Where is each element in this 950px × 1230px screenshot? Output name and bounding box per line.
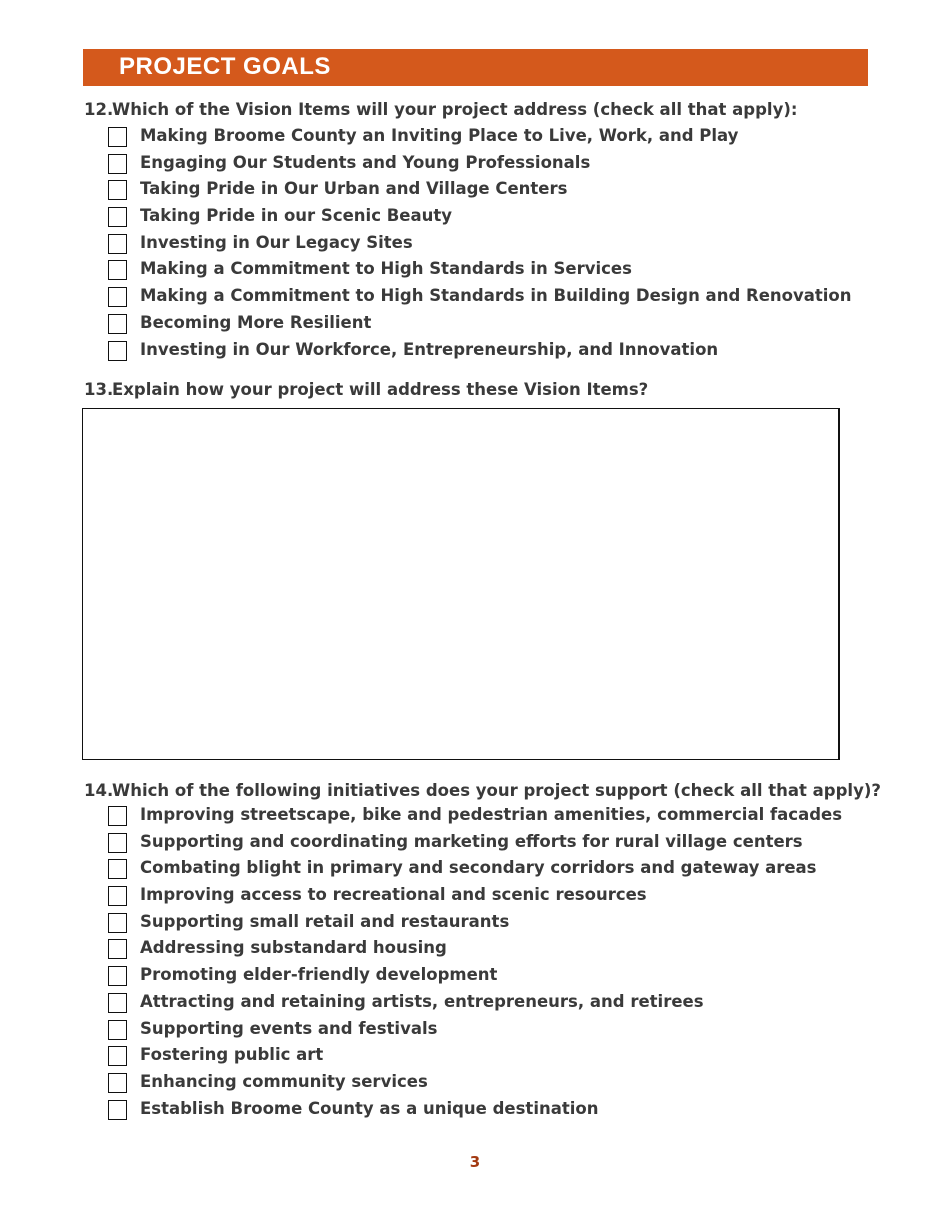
initiative-item-label: Establish Broome County as a unique destination: [140, 1098, 599, 1118]
vision-item-label: Investing in Our Legacy Sites: [140, 232, 413, 252]
vision-item-label: Making a Commitment to High Standards in Building Design and Renovation: [140, 286, 852, 306]
checkbox[interactable]: [108, 234, 127, 254]
vision-item-label: Engaging Our Students and Young Professionals: [140, 152, 591, 172]
vision-item-label: Taking Pride in our Scenic Beauty: [140, 206, 453, 226]
checkbox[interactable]: [108, 314, 127, 334]
question-12: [84, 100, 797, 120]
question-12-text: Which of the Vision Items will your project address (check all that apply):: [112, 100, 798, 119]
checkbox[interactable]: [108, 913, 127, 933]
checkbox[interactable]: [108, 993, 127, 1013]
initiative-item-label: Supporting and coordinating marketing efforts for rural village centers: [140, 831, 803, 851]
checkbox[interactable]: [108, 1073, 127, 1093]
checkbox[interactable]: [108, 966, 127, 986]
initiative-item-label: Improving streetscape, bike and pedestrian amenities, commercial facades: [140, 805, 843, 824]
checkbox[interactable]: [108, 939, 127, 959]
checkbox[interactable]: [108, 806, 127, 826]
checkbox[interactable]: [108, 1020, 127, 1040]
question-12-number: 12.: [84, 100, 114, 119]
question-13-number: 13.: [84, 380, 114, 399]
question-13: [84, 380, 648, 400]
checkbox[interactable]: [108, 287, 127, 307]
checkbox[interactable]: [108, 859, 127, 879]
initiative-item-label: Combating blight in primary and secondary corridors and gateway areas: [140, 858, 817, 878]
vision-item-label: Making a Commitment to High Standards in Services: [140, 259, 632, 279]
initiative-item-label: Fostering public art: [140, 1045, 324, 1065]
checkbox[interactable]: [108, 127, 127, 147]
initiative-item-label: Promoting elder-friendly development: [140, 965, 498, 985]
question-14-text: Which of the following initiatives does your project support (check all that apply)?: [112, 781, 881, 800]
checkbox[interactable]: [108, 1100, 127, 1120]
vision-item-label: Making Broome County an Inviting Place to Live, Work, and Play: [140, 126, 739, 145]
checkbox[interactable]: [108, 154, 127, 174]
section-title: PROJECT GOALS: [119, 53, 331, 80]
initiative-item-label: Addressing substandard housing: [140, 938, 447, 958]
vision-item-label: Becoming More Resilient: [140, 312, 372, 332]
explanation-textarea[interactable]: [82, 408, 839, 760]
initiative-item-label: Enhancing community services: [140, 1071, 428, 1091]
page-number: 3: [469, 1153, 481, 1171]
section-header: [83, 49, 868, 86]
question-14-number: 14.: [84, 781, 114, 800]
question-13-text: Explain how your project will address these Vision Items?: [112, 380, 649, 399]
checkbox[interactable]: [108, 833, 127, 853]
checkbox[interactable]: [108, 341, 127, 361]
checkbox[interactable]: [108, 260, 127, 280]
initiative-item-label: Supporting events and festivals: [140, 1018, 438, 1038]
checkbox[interactable]: [108, 886, 127, 906]
initiative-item-label: Improving access to recreational and scenic resources: [140, 885, 647, 905]
checkbox[interactable]: [108, 1046, 127, 1066]
question-14: [84, 781, 881, 801]
initiative-item-label: Supporting small retail and restaurants: [140, 911, 510, 931]
checkbox[interactable]: [108, 180, 127, 200]
initiative-item-label: Attracting and retaining artists, entrepreneurs, and retirees: [140, 991, 704, 1011]
vision-item-label: Investing in Our Workforce, Entrepreneurship, and Innovation: [140, 339, 719, 359]
checkbox[interactable]: [108, 207, 127, 227]
vision-item-label: Taking Pride in Our Urban and Village Centers: [140, 179, 568, 199]
